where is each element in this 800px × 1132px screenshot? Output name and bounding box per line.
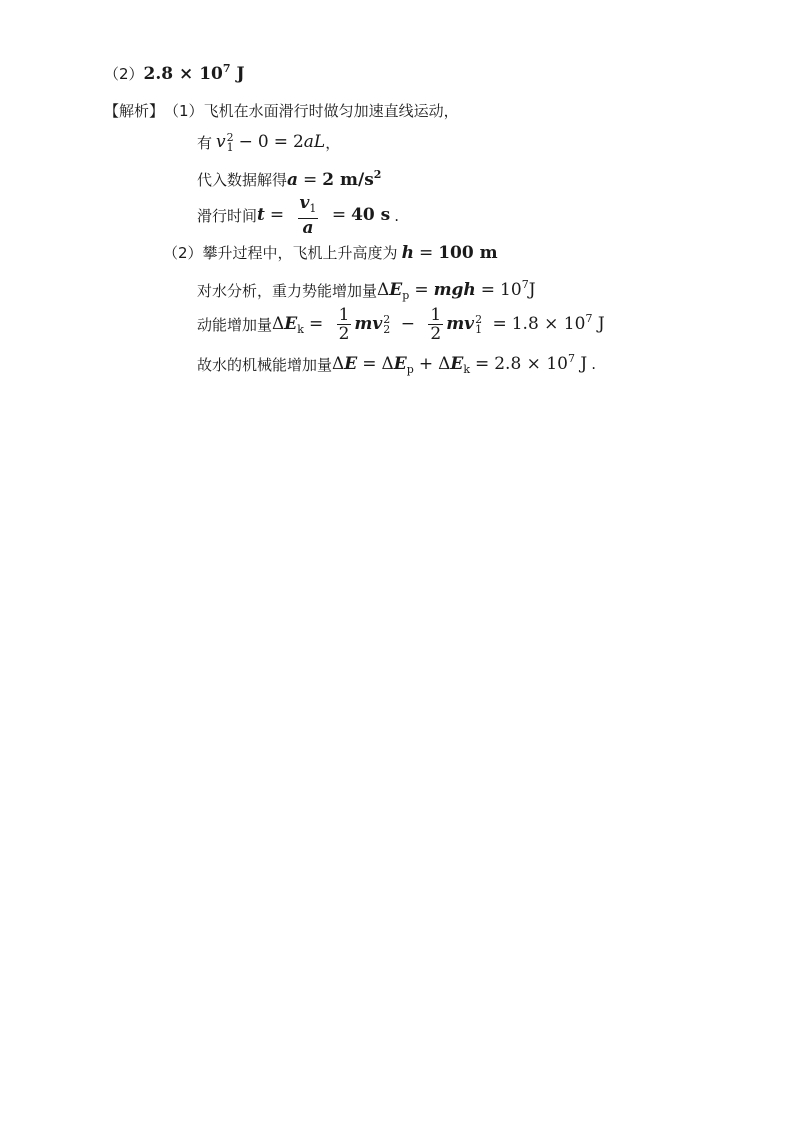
part2-eq2-prefix: 动能增加量 — [197, 316, 273, 334]
answer-2-value: $2.8 \times 10^7$ J — [143, 62, 245, 84]
part1-eq3-prefix: 滑行时间 — [197, 207, 258, 225]
kinetic-energy-equation: $\Delta E_k$ = $\frac{1}{2}$ mv 2 2 − $\frac{1}{2}$ mv 2 1 = $1.8 \times 10^7$ J — [272, 305, 605, 344]
part1-equation-2 — [197, 168, 381, 190]
part2-eq3-suffix: . — [591, 355, 596, 373]
analysis-header-line — [104, 100, 459, 121]
part1-equation-3 — [197, 194, 399, 237]
part2-eq3-prefix: 故水的机械能增加量 — [197, 355, 333, 374]
part2-intro: 攀升过程中，飞机上升高度为 — [202, 244, 398, 262]
velocity-equation: v 2 1 − 0 = 2aL — [216, 130, 326, 154]
part2-equation-1 — [197, 278, 536, 302]
part1-intro: 飞机在水面滑行时做匀加速直线运动， — [203, 102, 459, 120]
time-result: t = $\frac{v_1}{a}$ = 40 s — [257, 193, 391, 238]
height-value: h = 100 m — [401, 242, 498, 263]
potential-energy-equation: $\Delta E_p$ = mgh = $10^7J$ — [377, 278, 536, 302]
part2-equation-2 — [197, 306, 605, 343]
answer-2-line — [104, 62, 245, 84]
part1-eq1-prefix: 有 — [197, 134, 213, 152]
part2-eq1-prefix: 对水分析，重力势能增加量 — [197, 281, 378, 300]
part2-header-line — [163, 242, 498, 263]
part1-equation-1 — [197, 132, 340, 153]
analysis-tag: 【解析】 — [104, 102, 165, 120]
part1-eq1-suffix: ， — [325, 134, 341, 152]
answer-2-label: （2） — [104, 64, 144, 83]
part1-eq2-prefix: 代入数据解得 — [197, 170, 288, 189]
acceleration-result: a = 2 $m/s^2$ — [287, 168, 382, 190]
mechanical-energy-equation: $\Delta E = \Delta E_p + \Delta E_k = 2.8 \times 10^7$ J — [332, 352, 588, 376]
part2-label: （2） — [163, 244, 203, 262]
part2-equation-3 — [197, 352, 596, 376]
part1-eq3-suffix: . — [394, 206, 400, 225]
part1-label: （1） — [164, 102, 204, 120]
